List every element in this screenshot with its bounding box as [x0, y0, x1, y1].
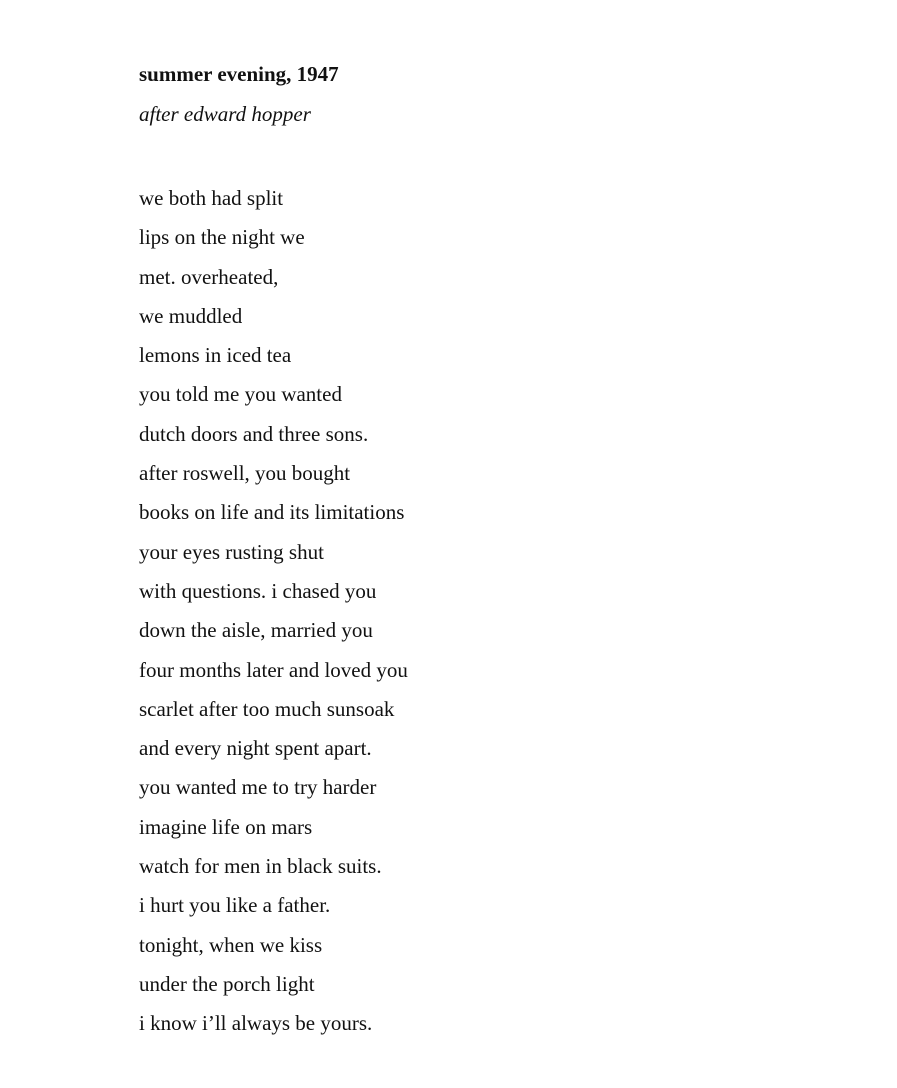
poem-line: lemons in iced tea — [139, 343, 292, 368]
poem-line: down the aisle, married you — [139, 618, 373, 643]
poem-line: you wanted me to try harder — [139, 775, 377, 800]
poem-line: imagine life on mars — [139, 814, 313, 839]
poem-line: we muddled — [139, 303, 243, 328]
poem-line: scarlet after too much sunsoak — [139, 696, 395, 721]
poem-line: i hurt you like a father. — [139, 893, 331, 918]
poem-line: dutch doors and three sons. — [139, 421, 369, 446]
poem-line: after roswell, you bought — [139, 461, 351, 486]
poem-line: with questions. i chased you — [139, 578, 377, 603]
poem-line: lips on the night we — [139, 225, 305, 250]
poem-line: you told me you wanted — [139, 382, 342, 407]
poem-line: and every night spent apart. — [139, 736, 372, 761]
poem-line: we both had split — [139, 186, 284, 210]
poem-line: books on life and its limitations — [139, 500, 405, 525]
poem-line: i know i’ll always be yours. — [139, 1011, 373, 1036]
poem-line: your eyes rusting shut — [139, 539, 324, 564]
poem-line: met. overheated, — [139, 264, 279, 289]
poem-line: under the porch light — [139, 971, 315, 996]
poem-body — [139, 179, 408, 1044]
poem-line: four months later and loved you — [139, 657, 408, 682]
poem-line: watch for men in black suits. — [139, 854, 382, 879]
poem-title: summer evening, 1947 — [139, 62, 339, 86]
poem-subtitle: after edward hopper — [139, 102, 311, 126]
poem-line: tonight, when we kiss — [139, 932, 323, 957]
